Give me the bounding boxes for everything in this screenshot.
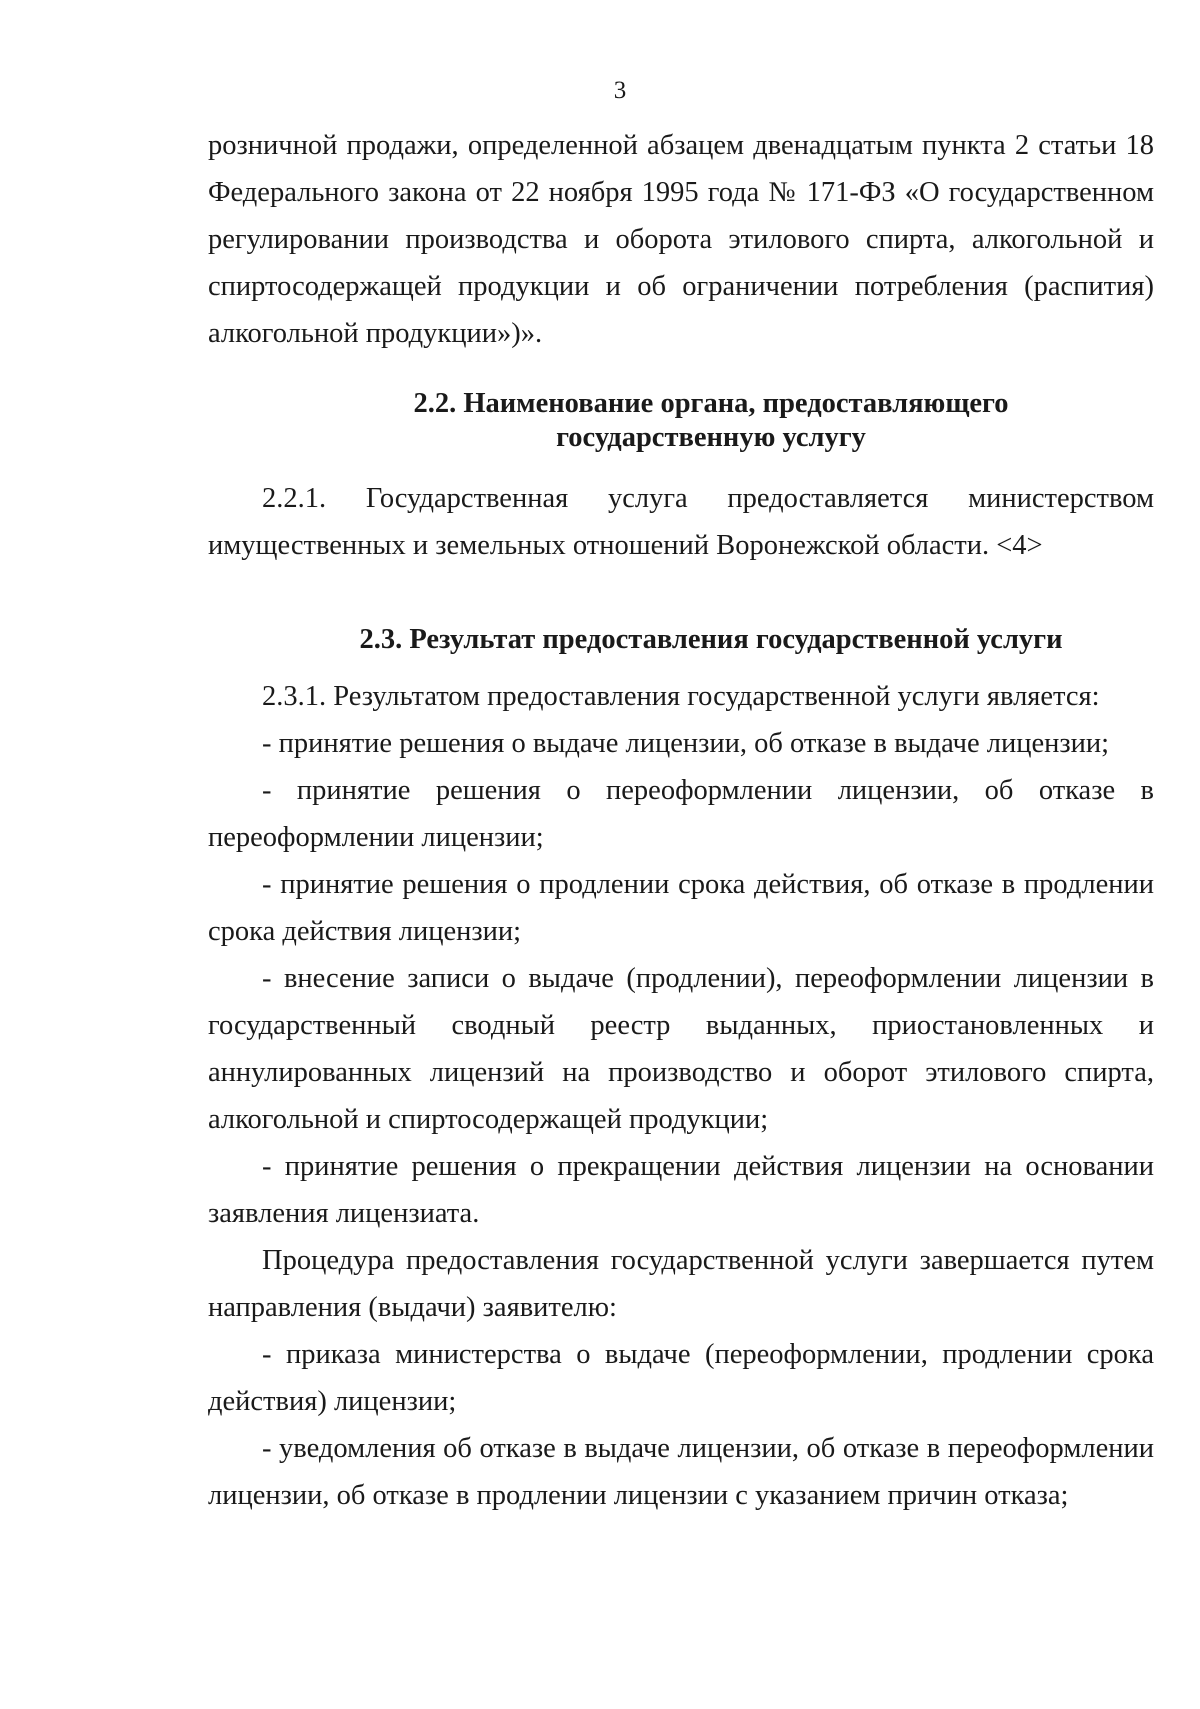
procedure-item: - уведомления об отказе в выдаче лицензии, об отказе в переоформлении лицензии, об отказе в продлении лицензии с указанием причин отказа; bbox=[208, 1433, 1154, 1511]
document-body bbox=[208, 122, 1154, 1519]
result-item: - принятие решения о переоформлении лицензии, об отказе в переоформлении лицензии; bbox=[208, 775, 1154, 853]
result-item: - принятие решения о выдаче лицензии, об отказе в выдаче лицензии; bbox=[262, 728, 1110, 759]
section-2-2-heading bbox=[268, 387, 1154, 455]
intro-paragraph: розничной продажи, определенной абзацем двенадцатым пункта 2 статьи 18 Федерального закона от 22 ноября 1995 года № 171-ФЗ «О государственном регулировании производства и оборота этилового спирта, алкогольной и спиртосодержащей продукции и об ограничении потребления (распития) алкогольной продукции»)». bbox=[208, 130, 1154, 349]
procedure-paragraph: Процедура предоставления государственной услуги завершается путем направления (выдачи) заявителю: bbox=[208, 1245, 1154, 1323]
result-item: - внесение записи о выдаче (продлении), переоформлении лицензии в государственный сводный реестр выданных, приостановленных и аннулированных лицензий на производство и оборот этилового спирта, алкогольной и спиртосодержащей продукции; bbox=[208, 963, 1154, 1135]
section-2-3-heading: 2.3. Результат предоставления государственной услуги bbox=[359, 624, 1063, 655]
paragraph-2-2-1: 2.2.1. Государственная услуга предоставляется министерством имущественных и земельных отношений Воронежской области. <4> bbox=[208, 483, 1154, 561]
procedure-item: - приказа министерства о выдаче (переоформлении, продлении срока действия) лицензии; bbox=[208, 1339, 1154, 1417]
section-2-2-heading-line2: государственную услугу bbox=[556, 422, 866, 453]
section-2-2-heading-line1: 2.2. Наименование органа, предоставляющего bbox=[413, 388, 1009, 419]
paragraph-2-3-1: 2.3.1. Результатом предоставления государственной услуги является: bbox=[262, 681, 1100, 712]
result-item: - принятие решения о прекращении действия лицензии на основании заявления лицензиата. bbox=[208, 1151, 1154, 1229]
result-item: - принятие решения о продлении срока действия, об отказе в продлении срока действия лицензии; bbox=[208, 869, 1154, 947]
page-number: 3 bbox=[613, 77, 627, 104]
